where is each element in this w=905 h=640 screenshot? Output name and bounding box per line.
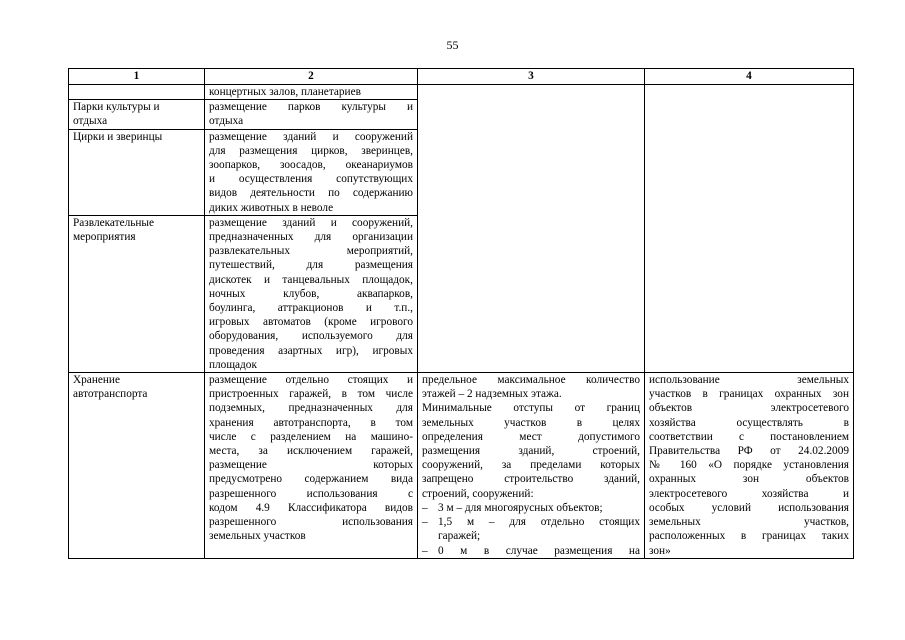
parameters-cell [418,85,645,373]
land-use-name-cell: Парки культуры и отдыха [69,100,205,129]
column-header: 3 [418,69,645,85]
list-item: – 0 м в случае размещения на [422,544,640,557]
land-use-name-cell [69,85,205,100]
page-number: 55 [446,38,459,52]
land-use-name-cell: Цирки и зверинцы [69,129,205,215]
land-use-description-cell: размещение отдельно стоящих и пристроенных гаражей, в том числе подземных, предназначенных для хранения автотранспорта, в том числе с разделением на машино- места, за исключением гаражей, размещение которых предусмотрено содержанием вида разрешенного использования с кодом 4.9 Классификатора видов разрешенного использования земельных участков [205,373,418,559]
zoning-table [68,68,854,559]
restrictions-cell: использование земельных участков в границах охранных зон объектов электросетевого хозяйства осуществлять в соответствии с постановлением Правительства РФ от 24.02.2009 № 160 «О порядке установления охранных зон объектов электросетевого хозяйства и особых условий использования земельных участков, расположенных в границах таких зон» [645,373,854,559]
restrictions-cell [645,85,854,373]
column-header: 4 [645,69,854,85]
table-row [69,85,854,100]
land-use-description-cell: размещение зданий и сооружений, предназначенных для организации развлекательных мероприятий, путешествий, для размещения дискотек и танцевальных площадок, ночных клубов, аквапарков, боулинга, аттракционов и т.п., игровых автоматов (кроме игрового оборудования, используемого для проведения азартных игр), игровых площадок [205,215,418,372]
list-item: – 3 м – для многоярусных объектов; [422,501,603,514]
land-use-description-cell: размещение зданий и сооружений для размещения цирков, зверинцев, зоопарков, зоосадов, океанариумов и осуществления сопутствующих видов деятельности по содержанию диких животных в неволе [205,129,418,215]
list-item: – 1,5 м – для отдельно стоящих гаражей; [422,516,640,543]
table-row [69,373,854,559]
land-use-name-cell: Хранение автотранспорта [69,373,205,559]
column-header: 1 [69,69,205,85]
land-use-name-cell: Развлекательные мероприятия [69,215,205,372]
land-use-description-cell: размещение парков культуры и отдыха [205,100,418,129]
table-header-row [69,69,854,85]
land-use-description-cell: концертных залов, планетариев [205,85,418,100]
column-header: 2 [205,69,418,85]
parameters-cell: предельное максимальное количество этажей – 2 надземных этажа. Минимальные отступы от границ земельных участков в целях определения мест допустимого размещения зданий, строений, сооружений, за пределами которых запрещено строительство зданий, строений, сооружений: – 3 м – для многоярусных объектов; – 1,5 м – для отдельно стоящих гаражей; – 0 м в случае размещения на [418,373,645,559]
